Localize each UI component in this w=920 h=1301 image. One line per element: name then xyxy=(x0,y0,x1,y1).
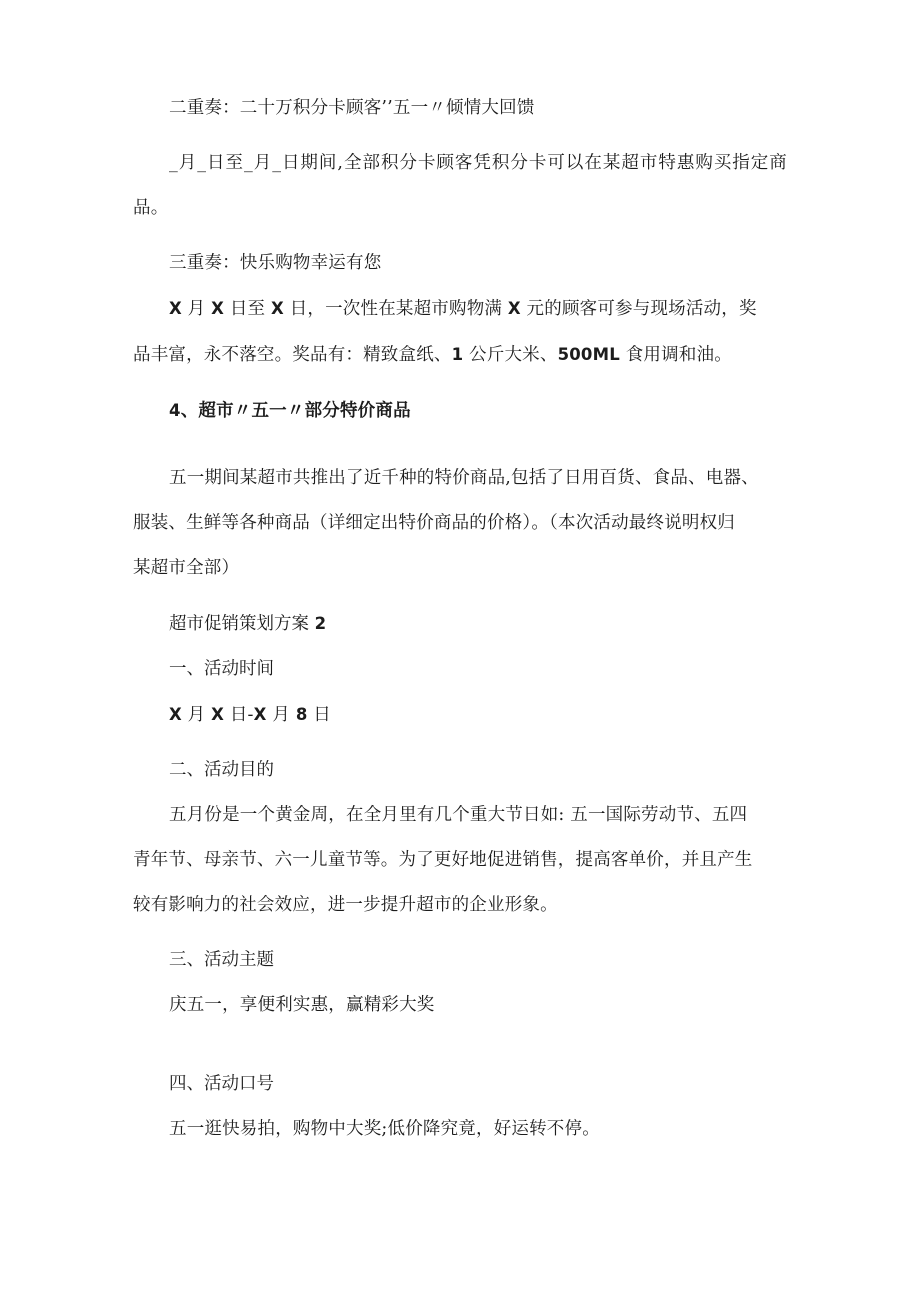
paragraph-item-4-body-line3: 某超市全部） xyxy=(133,558,240,578)
section-3-title: 三、活动主题 xyxy=(169,950,274,970)
section-1-body: X 月 X 日-X 月 8 日 xyxy=(169,705,331,725)
latin-run: 8 xyxy=(295,705,308,724)
document-body xyxy=(133,86,787,1152)
spacer xyxy=(133,591,787,601)
latin-run: 1 xyxy=(451,345,464,364)
paragraph-erchongzou-heading: 二重奏：二十万积分卡顾客’’五一〃倾情大回馈 xyxy=(169,98,535,118)
spacer xyxy=(133,378,787,388)
spacer xyxy=(133,231,787,241)
section-2-body-line1: 五月份是一个黄金周，在全月里有几个重大节日如: 五一国际劳动节、五四 xyxy=(169,805,748,825)
latin-run: X xyxy=(169,299,182,318)
latin-run: X xyxy=(271,299,284,318)
paragraph-sanchongzou-body-line2: 品丰富，永不落空。奖品有：精致盒纸、1 公斤大米、500ML 食用调和油。 xyxy=(133,345,732,365)
paragraph-erchongzou-body: _月_日至_月_日期间,全部积分卡顾客凭积分卡可以在某超市特惠购买指定商品。 xyxy=(133,153,787,218)
latin-run: 2 xyxy=(314,614,327,633)
latin-run: X xyxy=(253,705,267,724)
paragraph-sanchongzou-body-line1: X 月 X 日至 X 日，一次性在某超市购物满 X 元的顾客可参与现场活动，奖 xyxy=(169,299,757,319)
paragraph-item-4-heading: 4、超市〃五一〃部分特价商品 xyxy=(169,401,411,421)
section-4-body: 五一逛快易拍，购物中大奖;低价降究竟，好运转不停。 xyxy=(169,1119,600,1139)
paragraph-item-4-body-line2: 服装、生鲜等各种商品（详细定出特价商品的价格）。（本次活动最终说明权归 xyxy=(133,513,735,533)
section-1-title: 一、活动时间 xyxy=(169,659,274,679)
paragraph-item-4-body-line1: 五一期间某超市共推出了近千种的特价商品,包括了日用百货、食品、电器、 xyxy=(169,468,759,488)
spacer xyxy=(133,131,787,141)
section-3-body: 庆五一，享便利实惠，赢精彩大奖 xyxy=(169,995,435,1015)
section-2-body-line3: 较有影响力的社会效应，进一步提升超市的企业形象。 xyxy=(133,895,558,915)
section-2-body-line2: 青年节、母亲节、六一儿童节等。为了更好地促进销售，提高客单价，并且产生 xyxy=(133,850,753,870)
spacer xyxy=(133,1028,787,1062)
section-4-title: 四、活动口号 xyxy=(169,1074,274,1094)
plan-2-title: 超市促销策划方案 2 xyxy=(169,614,327,634)
latin-run: X xyxy=(211,705,225,724)
spacer xyxy=(133,738,787,748)
spacer xyxy=(133,928,787,938)
latin-run: X xyxy=(211,299,225,318)
paragraph-sanchongzou-heading: 三重奏：快乐购物幸运有您 xyxy=(169,253,382,273)
latin-run: 4 xyxy=(169,401,181,420)
latin-run: X xyxy=(169,705,182,724)
section-2-title: 二、活动目的 xyxy=(169,760,274,780)
latin-run: 500ML xyxy=(557,345,620,364)
latin-run: X xyxy=(507,299,521,318)
spacer xyxy=(133,434,787,456)
